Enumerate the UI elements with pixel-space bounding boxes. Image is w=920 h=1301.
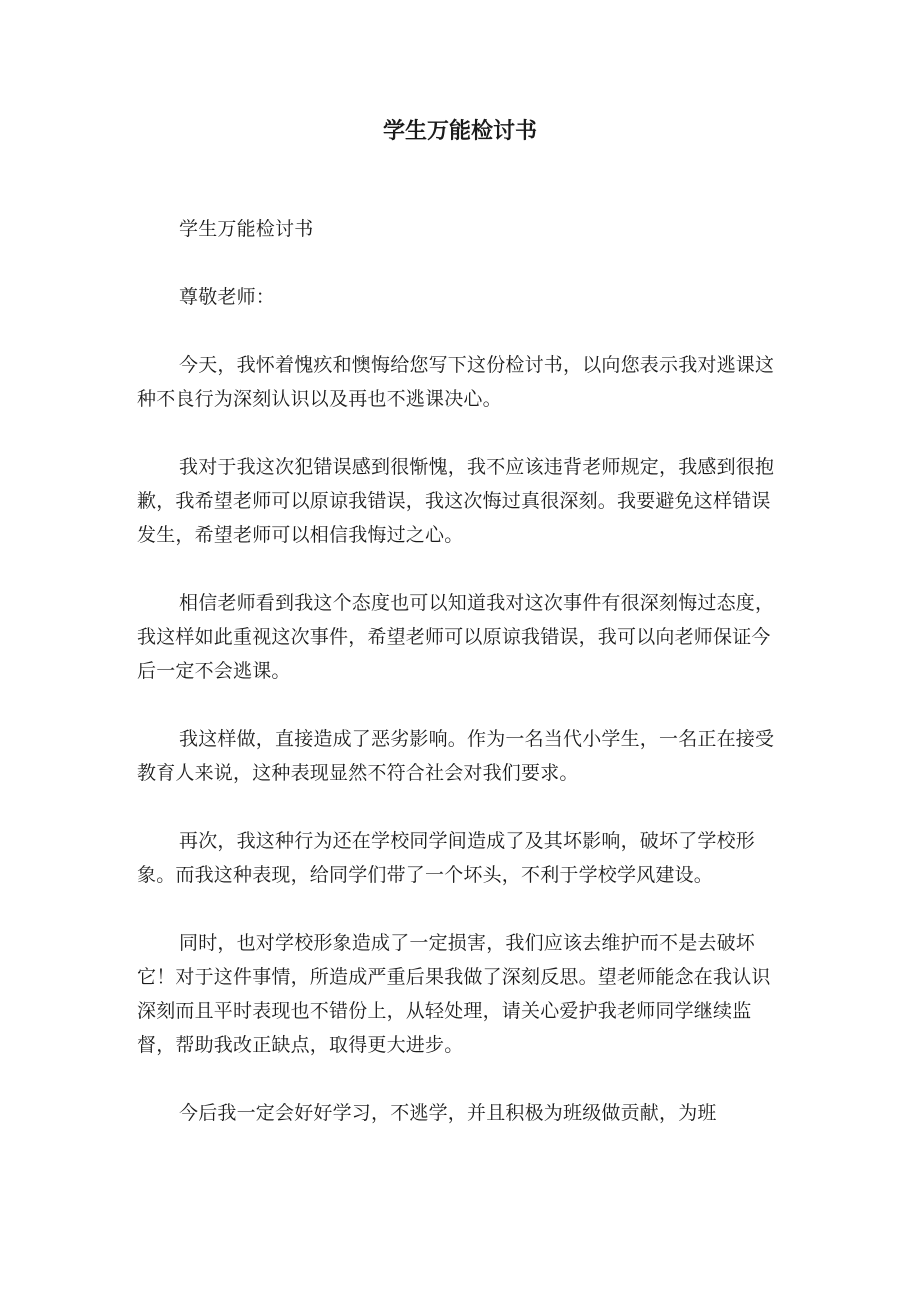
- salutation-paragraph: 尊敬老师：: [179, 286, 276, 308]
- body-paragraph: 同时，也对学校形象造成了一定损害，我们应该去维护而不是去破坏它！对于这件事情，所造成严重后果我做了深刻反思。望老师能念在我认识深刻而且平时表现也不错份上，从轻处理，请关心爱护我老师同学继续监督，帮助我改正缺点，取得更大进步。: [137, 932, 771, 1056]
- body-paragraph: 我这样做，直接造成了恶劣影响。作为一名当代小学生，一名正在接受教育人来说，这种表现显然不符合社会对我们要求。: [137, 728, 775, 784]
- body-paragraph: 今后我一定会好好学习，不逃学，并且积极为班级做贡献，为班: [179, 1102, 717, 1124]
- body-paragraph: 再次，我这种行为还在学校同学间造成了及其坏影响，破坏了学校形象。而我这种表现，给同学们带了一个坏头，不利于学校学风建设。: [137, 830, 756, 886]
- body-heading-paragraph: 学生万能检讨书: [179, 218, 314, 240]
- body-paragraph: 今天，我怀着愧疚和懊悔给您写下这份检讨书，以向您表示我对逃课这种不良行为深刻认识以及再也不逃课决心。: [137, 354, 775, 410]
- body-paragraph: 我对于我这次犯错误感到很惭愧，我不应该违背老师规定，我感到很抱歉，我希望老师可以原谅我错误，我这次悔过真很深刻。我要避免这样错误发生，希望老师可以相信我悔过之心。: [137, 456, 775, 546]
- document-body: [137, 212, 787, 1164]
- body-paragraph: 相信老师看到我这个态度也可以知道我对这次事件有很深刻悔过态度，我这样如此重视这次事件，希望老师可以原谅我错误，我可以向老师保证今后一定不会逃课。: [137, 592, 775, 682]
- document-title: 学生万能检讨书: [382, 119, 537, 144]
